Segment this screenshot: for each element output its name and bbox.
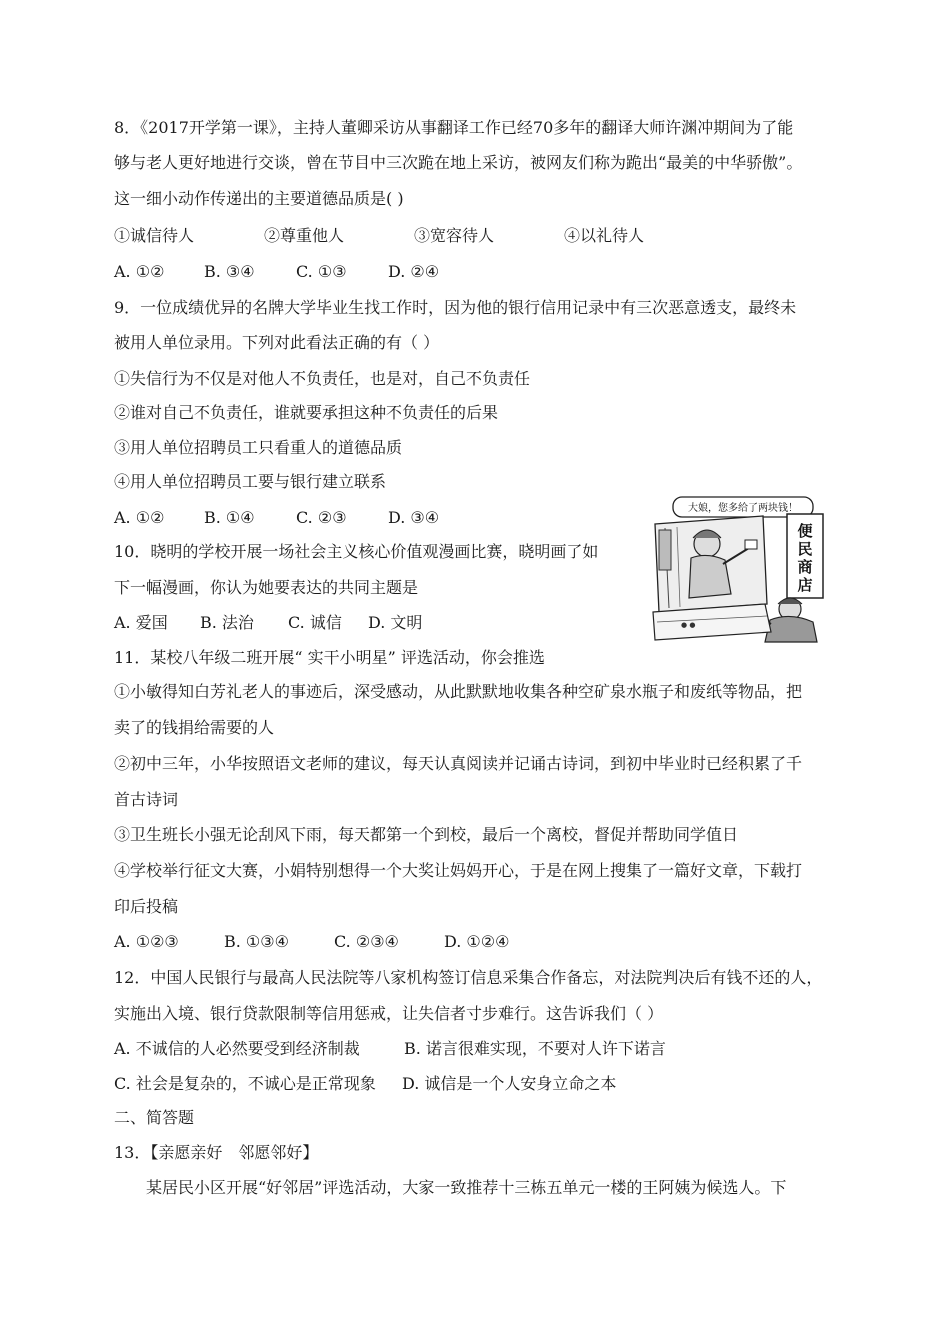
q9-item: ④用人单位招聘员工要与银行建立联系	[114, 472, 387, 491]
q12-options-cd	[114, 1074, 616, 1094]
q8-option: B. ③④	[204, 262, 255, 281]
q10-option: D. 文明	[368, 613, 423, 632]
q11-option: D. ①②④	[444, 932, 510, 951]
speech-bubble-text: 大娘，您多给了两块钱！	[688, 503, 798, 514]
q9-stem-line2: 被用人单位录用。下列对此看法正确的有（ ）	[114, 333, 440, 352]
q11-item: 首古诗词	[114, 790, 179, 809]
q8-stem-line2: 够与老人更好地进行交谈，曾在节目中三次跪在地上采访，被网友们称为跪出“最美的中华骄傲”。	[114, 153, 803, 172]
svg-text:● ●: ● ●	[681, 621, 696, 629]
q8-option: C. ①③	[296, 262, 347, 281]
q10-option: A. 爱国	[114, 613, 168, 632]
q10-stem-line1: 10．晓明的学校开展一场社会主义核心价值观漫画比赛，晓明画了如	[114, 542, 599, 561]
svg-text:商: 商	[797, 558, 813, 576]
svg-text:店: 店	[797, 576, 813, 594]
q8-item: ②尊重他人	[264, 226, 345, 245]
q8-stem-line1: 8．《2017开学第一课》，主持人董卿采访从事翻译工作已经70多年的翻译大师许渊冲期间为了能	[114, 118, 794, 137]
q11-options	[114, 932, 509, 952]
q12-option: A. 不诚信的人必然要受到经济制裁	[114, 1039, 360, 1058]
q11-stem: 11．某校八年级二班开展“ 实干小明星” 评选活动，你会推选	[114, 648, 545, 667]
q8-items	[114, 226, 644, 246]
q11-option: A. ①②③	[114, 932, 179, 951]
q10-stem-line2: 下一幅漫画，你认为她要表达的共同主题是	[114, 578, 419, 597]
q9-item: ②谁对自己不负责任，谁就要承担这种不负责任的后果	[114, 403, 499, 422]
q11-item: ③卫生班长小强无论刮风下雨，每天都第一个到校，最后一个离校，督促并帮助同学值日	[114, 825, 739, 844]
q8-item: ③宽容待人	[414, 226, 495, 245]
svg-text:民: 民	[797, 540, 813, 558]
q11-item: ①小敏得知白芳礼老人的事迹后，深受感动，从此默默地收集各种空矿泉水瓶子和废纸等物品，把	[114, 682, 803, 701]
q11-option: C. ②③④	[334, 932, 399, 951]
q13-title: 13．【亲愿亲好 邻愿邻好】	[114, 1143, 319, 1162]
q8-item: ④以礼待人	[564, 226, 645, 245]
q9-option: A. ①②	[114, 508, 165, 527]
q8-stem-line3: 这一细小动作传递出的主要道德品质是( )	[114, 189, 404, 208]
q12-stem-line2: 实施出入境、银行贷款限制等信用惩戒，让失信者寸步难行。这告诉我们（ ）	[114, 1004, 664, 1023]
q10-option: B. 法治	[200, 613, 254, 632]
q12-option: B. 诺言很难实现，不要对人许下诺言	[404, 1039, 666, 1058]
q10-option: C. 诚信	[288, 613, 342, 632]
q11-item: 印后投稿	[114, 897, 179, 916]
q8-options	[114, 262, 439, 282]
q8-item: ①诚信待人	[114, 226, 195, 245]
q9-item: ①失信行为不仅是对他人不负责任，也是对，自己不负责任	[114, 369, 531, 388]
svg-text:便: 便	[797, 522, 813, 540]
q11-item: ④学校举行征文大赛，小娟特别想得一个大奖让妈妈开心，于是在网上搜集了一篇好文章，下载打	[114, 861, 803, 880]
q9-option: D. ③④	[388, 508, 440, 527]
q9-option: C. ②③	[296, 508, 347, 527]
q11-option: B. ①③④	[224, 932, 289, 951]
q12-option: C. 社会是复杂的，不诚心是正常现象	[114, 1074, 376, 1093]
q9-stem-line1: 9．一位成绩优异的名牌大学毕业生找工作时，因为他的银行信用记录中有三次恶意透支，最终未	[114, 298, 797, 317]
q8-option: A. ①②	[114, 262, 165, 281]
q12-stem-line1: 12．中国人民银行与最高人民法院等八家机构签订信息采集合作备忘，对法院判决后有钱不还的人，	[114, 968, 823, 987]
q9-option: B. ①④	[204, 508, 255, 527]
q12-option: D. 诚信是一个人安身立命之本	[402, 1074, 617, 1093]
section-heading: 二、简答题	[114, 1108, 195, 1127]
q8-option: D. ②④	[388, 262, 440, 281]
q12-options-ab	[114, 1039, 666, 1059]
q10-options	[114, 613, 422, 633]
q9-item: ③用人单位招聘员工只看重人的道德品质	[114, 438, 403, 457]
shop-cartoon-illustration	[645, 494, 840, 644]
q9-options	[114, 508, 439, 528]
q11-item: ②初中三年，小华按照语文老师的建议，每天认真阅读并记诵古诗词，到初中毕业时已经积累了千	[114, 754, 803, 773]
q13-paragraph: 某居民小区开展“好邻居”评选活动，大家一致推荐十三栋五单元一楼的王阿姨为候选人。下	[146, 1178, 787, 1197]
q11-item: 卖了的钱捐给需要的人	[114, 718, 275, 737]
